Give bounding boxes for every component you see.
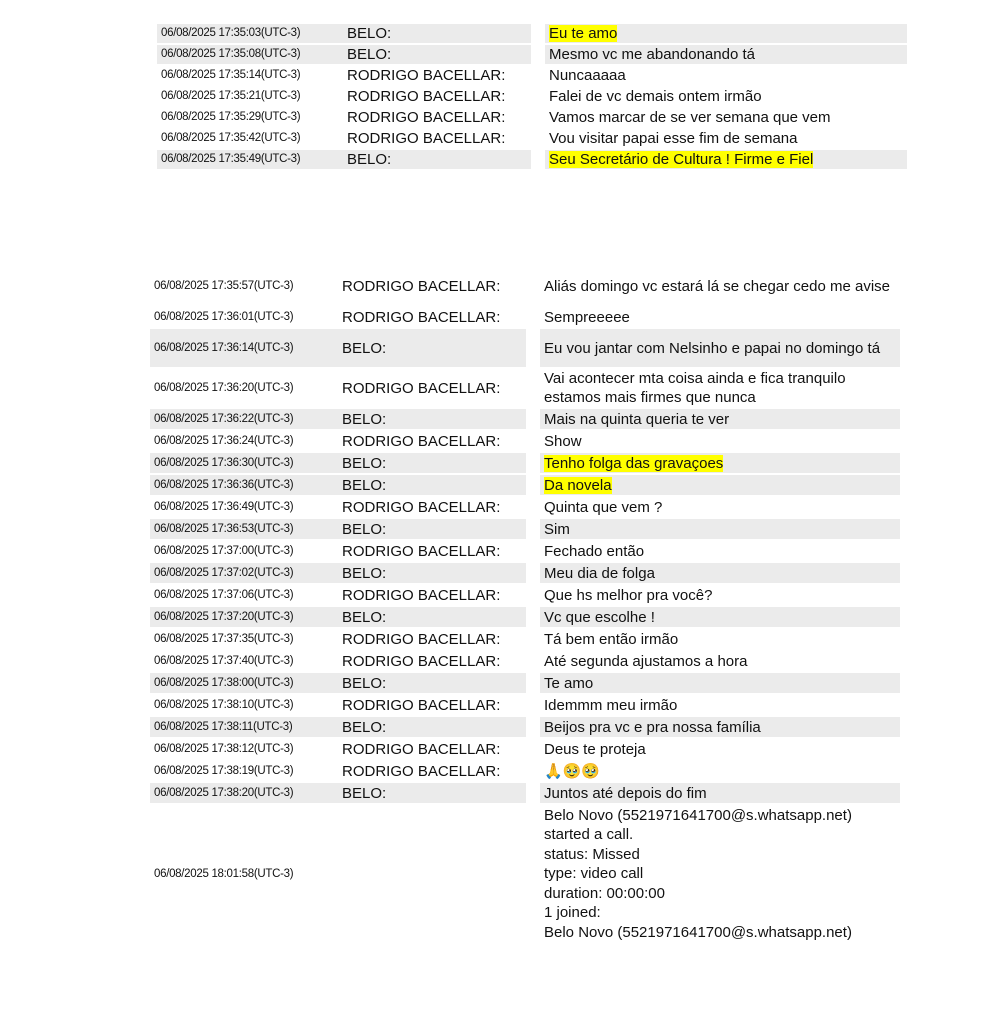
message-sender: BELO: (338, 329, 526, 367)
message-row (150, 409, 900, 429)
column-gap (526, 431, 540, 451)
column-gap (526, 409, 540, 429)
message-sender: BELO: (343, 150, 531, 169)
message-text: Show (544, 432, 582, 450)
message-text: Falei de vc demais ontem irmão (549, 88, 762, 105)
message-sender: RODRIGO BACELLAR: (342, 432, 501, 450)
message-sender: BELO: (338, 409, 526, 429)
message-sender: RODRIGO BACELLAR: (342, 762, 501, 780)
message-text: Meu dia de folga (540, 563, 900, 583)
message-row (150, 629, 900, 649)
message-sender: RODRIGO BACELLAR: (342, 308, 501, 326)
message-text (545, 24, 907, 43)
column-gap (531, 129, 545, 148)
message-sender: RODRIGO BACELLAR: (342, 498, 501, 516)
message-row (150, 453, 900, 473)
message-timestamp: 06/08/2025 17:36:53(UTC-3) (150, 519, 338, 539)
message-sender: BELO: (338, 783, 526, 803)
message-timestamp: 06/08/2025 17:35:42(UTC-3) (161, 132, 301, 144)
message-text: Tá bem então irmão (544, 630, 679, 648)
column-gap (526, 307, 540, 327)
column-gap (526, 497, 540, 517)
message-text: Te amo (540, 673, 900, 693)
message-timestamp: 06/08/2025 17:37:35(UTC-3) (154, 632, 294, 645)
message-text: Quinta que vem ? (544, 498, 663, 516)
call-event-row (150, 805, 900, 943)
message-row (157, 45, 907, 64)
message-timestamp: 06/08/2025 17:35:14(UTC-3) (161, 69, 301, 81)
message-timestamp: 06/08/2025 17:36:30(UTC-3) (150, 453, 338, 473)
message-row (150, 607, 900, 627)
message-text (540, 453, 900, 473)
message-timestamp: 06/08/2025 17:38:10(UTC-3) (154, 698, 294, 711)
message-timestamp: 06/08/2025 17:37:06(UTC-3) (154, 588, 294, 601)
column-gap (526, 607, 540, 627)
column-gap (526, 805, 540, 943)
message-timestamp: 06/08/2025 17:37:40(UTC-3) (154, 654, 294, 667)
message-timestamp: 06/08/2025 17:35:21(UTC-3) (161, 90, 301, 102)
message-text: Beijos pra vc e pra nossa família (540, 717, 900, 737)
message-text: Vamos marcar de se ver semana que vem (549, 109, 831, 126)
column-gap (526, 673, 540, 693)
message-timestamp: 06/08/2025 17:36:22(UTC-3) (150, 409, 338, 429)
column-gap (531, 66, 545, 85)
message-row (150, 717, 900, 737)
message-sender: BELO: (338, 453, 526, 473)
message-timestamp: 06/08/2025 17:36:20(UTC-3) (154, 381, 294, 394)
message-text: Sim (540, 519, 900, 539)
message-timestamp: 06/08/2025 17:38:11(UTC-3) (150, 717, 338, 737)
message-text: Aliás domingo vc estará lá se chegar cedo me avise (544, 277, 891, 295)
message-sender: BELO: (338, 607, 526, 627)
message-text: Que hs melhor pra você? (544, 586, 713, 604)
message-row (150, 475, 900, 495)
column-gap (531, 108, 545, 127)
message-sender: BELO: (338, 717, 526, 737)
message-timestamp: 06/08/2025 18:01:58(UTC-3) (150, 805, 338, 943)
message-timestamp: 06/08/2025 17:38:00(UTC-3) (150, 673, 338, 693)
column-gap (526, 739, 540, 759)
column-gap (531, 150, 545, 169)
message-timestamp: 06/08/2025 17:38:20(UTC-3) (150, 783, 338, 803)
message-row (150, 431, 900, 451)
call-event-text: Belo Novo (5521971641700@s.whatsapp.net) started a call. status: Missed type: video call duration: 00:00:00 1 joined: Belo Novo (5521971641700@s.whatsapp.net) (544, 806, 852, 941)
message-sender: RODRIGO BACELLAR: (347, 109, 506, 126)
message-timestamp: 06/08/2025 17:37:02(UTC-3) (150, 563, 338, 583)
message-row (150, 563, 900, 583)
message-row (150, 497, 900, 517)
column-gap (531, 24, 545, 43)
message-sender: RODRIGO BACELLAR: (342, 630, 501, 648)
message-text: Juntos até depois do fim (540, 783, 900, 803)
message-sender: RODRIGO BACELLAR: (342, 379, 501, 397)
highlighted-message-text: Tenho folga das gravaçoes (544, 454, 724, 472)
column-gap (526, 717, 540, 737)
message-text: Sempreeeee (544, 308, 630, 326)
message-timestamp: 06/08/2025 17:38:19(UTC-3) (154, 764, 294, 777)
message-row (150, 651, 900, 671)
message-text (540, 475, 900, 495)
column-gap (526, 541, 540, 561)
message-sender: BELO: (338, 673, 526, 693)
message-timestamp: 06/08/2025 17:37:20(UTC-3) (150, 607, 338, 627)
message-sender: RODRIGO BACELLAR: (347, 88, 506, 105)
message-timestamp: 06/08/2025 17:38:12(UTC-3) (154, 742, 294, 755)
message-row (157, 24, 907, 43)
column-gap (526, 585, 540, 605)
message-sender: RODRIGO BACELLAR: (342, 586, 501, 604)
message-row (150, 307, 900, 327)
message-sender: RODRIGO BACELLAR: (347, 67, 506, 84)
message-text: Idemmm meu irmão (544, 696, 678, 714)
message-text (545, 150, 907, 169)
message-sender: BELO: (343, 24, 531, 43)
column-gap (531, 45, 545, 64)
column-gap (526, 369, 540, 407)
message-timestamp: 06/08/2025 17:36:14(UTC-3) (150, 329, 338, 367)
message-row (150, 585, 900, 605)
message-text: Nuncaaaaa (549, 67, 626, 84)
message-timestamp: 06/08/2025 17:35:29(UTC-3) (161, 111, 301, 123)
message-row (150, 541, 900, 561)
message-timestamp: 06/08/2025 17:36:24(UTC-3) (154, 434, 294, 447)
message-text: Até segunda ajustamos a hora (544, 652, 748, 670)
column-gap (526, 267, 540, 305)
message-text: Mais na quinta queria te ver (540, 409, 900, 429)
message-sender: BELO: (338, 563, 526, 583)
message-timestamp: 06/08/2025 17:35:57(UTC-3) (154, 279, 294, 292)
message-row (150, 783, 900, 803)
column-gap (526, 783, 540, 803)
column-gap (526, 563, 540, 583)
message-sender: RODRIGO BACELLAR: (342, 277, 501, 295)
message-text: Fechado então (544, 542, 645, 560)
column-gap (526, 629, 540, 649)
message-row (150, 739, 900, 759)
message-sender: BELO: (338, 519, 526, 539)
message-timestamp: 06/08/2025 17:36:36(UTC-3) (150, 475, 338, 495)
message-sender: BELO: (338, 475, 526, 495)
message-sender: RODRIGO BACELLAR: (342, 740, 501, 758)
chat-log-block-2 (150, 265, 900, 945)
message-timestamp: 06/08/2025 17:36:01(UTC-3) (154, 310, 294, 323)
highlighted-message-text: Da novela (544, 476, 612, 494)
message-sender: RODRIGO BACELLAR: (347, 130, 506, 147)
message-row (157, 150, 907, 169)
message-text: 🙏🥹🥹 (544, 762, 601, 780)
message-row (150, 369, 900, 407)
message-timestamp: 06/08/2025 17:35:08(UTC-3) (157, 45, 343, 64)
column-gap (526, 329, 540, 367)
message-text: Deus te proteja (544, 740, 646, 758)
message-text: Eu vou jantar com Nelsinho e papai no domingo tá (540, 329, 900, 367)
message-text: Mesmo vc me abandonando tá (545, 45, 907, 64)
message-sender (338, 805, 526, 943)
message-text: Vai acontecer mta coisa ainda e fica tranquilo estamos mais firmes que nunca (544, 370, 846, 406)
column-gap (526, 695, 540, 715)
message-row (157, 129, 907, 148)
column-gap (526, 761, 540, 781)
message-text: Vou visitar papai esse fim de semana (549, 130, 798, 147)
message-timestamp: 06/08/2025 17:37:00(UTC-3) (154, 544, 294, 557)
message-row (157, 66, 907, 85)
message-row (157, 108, 907, 127)
message-sender: RODRIGO BACELLAR: (342, 652, 501, 670)
message-text: Vc que escolhe ! (540, 607, 900, 627)
message-row (157, 87, 907, 106)
message-sender: RODRIGO BACELLAR: (342, 542, 501, 560)
message-timestamp: 06/08/2025 17:35:49(UTC-3) (157, 150, 343, 169)
message-row (150, 695, 900, 715)
message-row (150, 267, 900, 305)
column-gap (526, 453, 540, 473)
message-row (150, 519, 900, 539)
message-timestamp: 06/08/2025 17:36:49(UTC-3) (154, 500, 294, 513)
highlighted-message-text: Seu Secretário de Cultura ! Firme e Fiel (549, 151, 814, 168)
column-gap (526, 475, 540, 495)
column-gap (531, 87, 545, 106)
message-timestamp: 06/08/2025 17:35:03(UTC-3) (157, 24, 343, 43)
message-row (150, 761, 900, 781)
message-sender: RODRIGO BACELLAR: (342, 696, 501, 714)
column-gap (526, 651, 540, 671)
message-row (150, 673, 900, 693)
column-gap (526, 519, 540, 539)
chat-log-block-1 (157, 22, 907, 171)
message-sender: BELO: (343, 45, 531, 64)
message-row (150, 329, 900, 367)
highlighted-message-text: Eu te amo (549, 25, 618, 42)
